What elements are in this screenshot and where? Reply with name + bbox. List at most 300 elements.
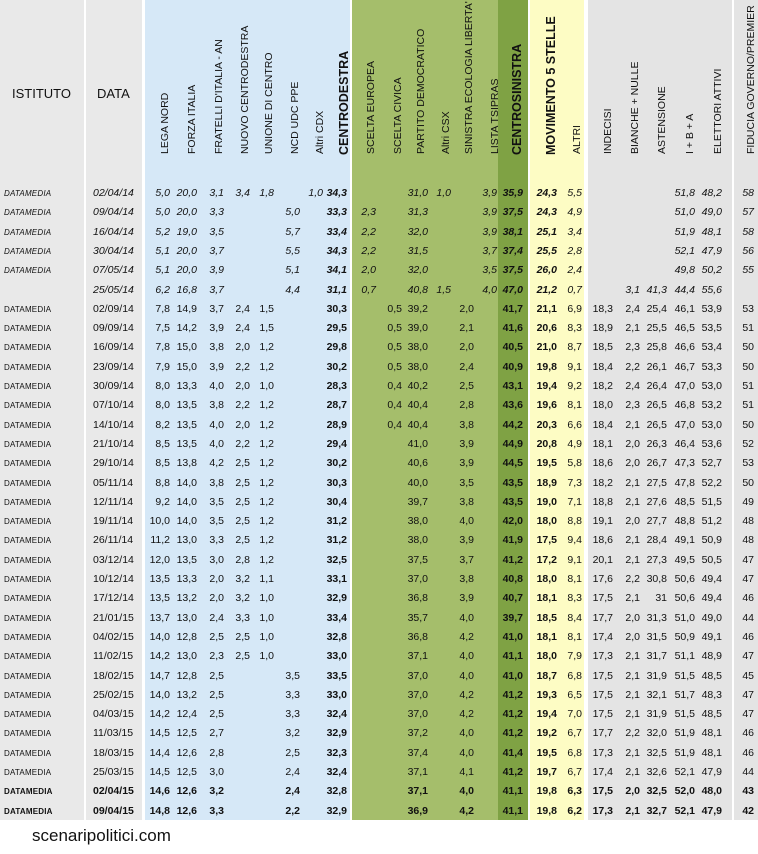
cell-col-7: 32,8 [326,631,347,643]
cell-col-4: 1,0 [259,380,274,392]
cell-col-3: 2,5 [235,457,250,469]
cell-col-3: 3,2 [235,573,250,585]
cell-col-14: 41,0 [502,670,523,682]
cell-col-13: 3,7 [482,245,497,257]
cell-col-18: 2,1 [625,477,640,489]
cell-col-0: 13,7 [149,612,170,624]
table-row [0,454,758,473]
cell-col-20: 49,8 [674,264,695,276]
cell-col-22: 51 [742,380,754,392]
cell-istituto: DATAMEDIA [4,324,52,333]
cell-col-10: 40,2 [407,380,428,392]
cell-col-18: 2,0 [625,457,640,469]
cell-col-18: 2,1 [625,419,640,431]
cell-col-14: 44,5 [502,457,523,469]
cell-col-14: 41,1 [502,805,523,817]
cell-col-12: 4,2 [459,631,474,643]
cell-col-14: 40,9 [502,361,523,373]
cell-col-22: 52 [742,438,754,450]
header-col-7: CENTRODESTRA [337,50,351,155]
cell-col-12: 4,0 [459,747,474,759]
cell-col-5: 5,0 [285,206,300,218]
cell-istituto: DATAMEDIA [4,556,52,565]
cell-col-15: 25,1 [536,226,557,238]
cell-col-17: 18,0 [592,399,613,411]
cell-col-17: 17,7 [592,727,613,739]
cell-col-20: 52,1 [674,766,695,778]
cell-col-4: 1,8 [259,187,274,199]
cell-col-20: 51,9 [674,727,695,739]
cell-col-18: 2,1 [625,670,640,682]
cell-col-19: 28,4 [646,534,667,546]
table-row [0,802,758,821]
header-data: DATA [97,86,130,101]
cell-col-19: 32,0 [646,727,667,739]
cell-col-20: 50,9 [674,631,695,643]
footer-source: scenaripolitici.com [32,826,171,845]
cell-col-10: 40,4 [407,399,428,411]
cell-col-21: 49,4 [701,592,722,604]
cell-col-22: 44 [742,612,754,624]
cell-col-18: 2,2 [625,573,640,585]
cell-col-18: 2,2 [625,727,640,739]
cell-col-3: 2,0 [235,419,250,431]
cell-data: 23/09/14 [93,361,134,373]
cell-col-4: 1,0 [259,650,274,662]
cell-col-19: 27,7 [646,515,667,527]
cell-data: 19/11/14 [93,515,134,527]
table-row [0,609,758,628]
cell-col-21: 51,5 [701,496,722,508]
cell-col-21: 49,4 [701,573,722,585]
cell-col-2: 2,5 [209,670,224,682]
cell-col-9: 0,5 [387,322,402,334]
cell-col-12: 4,0 [459,515,474,527]
cell-col-21: 49,0 [701,612,722,624]
cell-data: 11/02/15 [93,650,134,662]
cell-col-4: 1,2 [259,457,274,469]
cell-col-10: 40,4 [407,419,428,431]
cell-col-4: 1,2 [259,554,274,566]
table-row [0,493,758,512]
cell-col-1: 13,0 [176,650,197,662]
cell-istituto: DATAMEDIA [4,208,52,217]
cell-col-17: 17,5 [592,592,613,604]
cell-istituto: DATAMEDIA [4,247,52,256]
cell-col-10: 40,6 [407,457,428,469]
cell-col-7: 32,9 [326,592,347,604]
cell-col-7: 31,1 [326,284,347,296]
cell-col-10: 37,5 [407,554,428,566]
cell-col-19: 32,5 [646,785,667,797]
cell-col-20: 46,4 [674,438,695,450]
cell-col-4: 1,2 [259,438,274,450]
cell-col-11: 1,5 [436,284,451,296]
cell-col-20: 48,8 [674,515,695,527]
table-row [0,686,758,705]
cell-col-2: 3,9 [209,264,224,276]
cell-col-7: 30,2 [326,457,347,469]
cell-col-3: 2,5 [235,650,250,662]
cell-col-22: 47 [742,689,754,701]
cell-col-14: 41,2 [502,708,523,720]
cell-col-15: 18,0 [536,515,557,527]
cell-col-12: 3,7 [459,554,474,566]
cell-data: 12/11/14 [93,496,134,508]
table-row [0,203,758,222]
cell-col-18: 2,1 [625,322,640,334]
cell-col-16: 5,5 [567,187,582,199]
cell-col-20: 46,5 [674,322,695,334]
cell-col-2: 3,7 [209,303,224,315]
cell-data: 21/01/15 [93,612,134,624]
cell-col-2: 3,3 [209,534,224,546]
cell-col-20: 46,8 [674,399,695,411]
cell-col-7: 30,3 [326,303,347,315]
header-col-5: NCD UDC PPE [289,81,301,154]
cell-istituto: DATAMEDIA [4,343,52,352]
cell-col-19: 31,3 [646,612,667,624]
cell-col-16: 6,7 [567,727,582,739]
cell-col-7: 33,3 [326,206,347,218]
cell-col-4: 1,2 [259,477,274,489]
header-col-8: SCELTA EUROPEA [365,61,377,154]
cell-col-19: 26,1 [646,361,667,373]
cell-col-18: 2,3 [625,399,640,411]
cell-col-18: 2,2 [625,361,640,373]
cell-col-18: 2,3 [625,341,640,353]
cell-col-15: 19,7 [536,766,557,778]
cell-col-4: 1,5 [259,322,274,334]
cell-col-0: 14,8 [149,805,170,817]
cell-col-16: 2,4 [567,264,582,276]
cell-data: 02/04/14 [93,187,134,199]
cell-col-3: 2,4 [235,322,250,334]
cell-col-15: 18,7 [536,670,557,682]
cell-col-18: 2,1 [625,805,640,817]
cell-col-22: 50 [742,341,754,353]
cell-col-22: 46 [742,727,754,739]
cell-col-21: 53,3 [701,361,722,373]
cell-col-22: 48 [742,534,754,546]
cell-data: 07/05/14 [93,264,134,276]
cell-istituto: DATAMEDIA [4,228,52,237]
cell-col-21: 48,3 [701,689,722,701]
table-row [0,319,758,338]
cell-col-7: 29,4 [326,438,347,450]
cell-col-2: 3,0 [209,554,224,566]
cell-col-20: 48,5 [674,496,695,508]
cell-col-16: 2,8 [567,245,582,257]
cell-col-21: 50,5 [701,554,722,566]
cell-col-12: 4,0 [459,670,474,682]
cell-col-16: 9,4 [567,534,582,546]
cell-col-16: 4,9 [567,438,582,450]
cell-col-0: 14,5 [149,727,170,739]
cell-data: 05/11/14 [93,477,134,489]
cell-col-8: 2,2 [361,226,376,238]
cell-col-7: 32,3 [326,747,347,759]
cell-col-5: 2,2 [285,805,300,817]
cell-col-17: 17,3 [592,805,613,817]
cell-col-15: 20,8 [536,438,557,450]
cell-col-5: 3,3 [285,689,300,701]
cell-col-22: 47 [742,554,754,566]
cell-col-1: 20,0 [176,206,197,218]
cell-col-16: 9,2 [567,380,582,392]
cell-col-5: 5,1 [285,264,300,276]
cell-col-12: 4,0 [459,727,474,739]
cell-col-14: 41,2 [502,554,523,566]
cell-data: 04/02/15 [93,631,134,643]
cell-istituto: DATAMEDIA [4,768,52,777]
cell-col-20: 50,6 [674,573,695,585]
cell-istituto: DATAMEDIA [4,517,52,526]
cell-col-20: 51,7 [674,689,695,701]
cell-col-12: 3,9 [459,438,474,450]
cell-col-7: 32,9 [326,805,347,817]
cell-col-0: 8,0 [155,380,170,392]
cell-col-15: 19,8 [536,361,557,373]
cell-col-16: 6,8 [567,670,582,682]
cell-col-1: 15,0 [176,361,197,373]
cell-col-13: 3,9 [482,187,497,199]
cell-col-14: 41,1 [502,785,523,797]
cell-col-5: 5,5 [285,245,300,257]
cell-col-20: 51,1 [674,650,695,662]
table-row [0,435,758,454]
cell-col-22: 57 [742,206,754,218]
cell-col-19: 31 [655,592,667,604]
cell-col-0: 5,1 [155,264,170,276]
cell-col-16: 6,3 [567,785,582,797]
cell-col-7: 29,8 [326,341,347,353]
cell-col-15: 19,8 [536,785,557,797]
cell-col-17: 17,7 [592,612,613,624]
cell-data: 17/12/14 [93,592,134,604]
cell-col-5: 3,5 [285,670,300,682]
cell-col-16: 7,1 [567,496,582,508]
cell-col-22: 43 [742,785,754,797]
cell-col-19: 27,3 [646,554,667,566]
cell-col-0: 6,2 [155,284,170,296]
cell-col-1: 13,5 [176,554,197,566]
table-row [0,724,758,743]
cell-col-5: 3,2 [285,727,300,739]
cell-col-16: 6,6 [567,419,582,431]
header-col-10: PARTITO DEMOCRATICO [415,28,427,154]
cell-col-21: 48,1 [701,226,722,238]
header-col-3: NUOVO CENTRODESTRA [239,25,251,154]
cell-col-14: 43,1 [502,380,523,392]
cell-col-3: 2,5 [235,477,250,489]
cell-col-14: 37,4 [502,245,523,257]
cell-col-16: 6,2 [567,805,582,817]
cell-col-12: 3,9 [459,457,474,469]
cell-col-0: 8,2 [155,419,170,431]
cell-col-6: 1,0 [308,187,323,199]
cell-col-1: 19,0 [176,226,197,238]
cell-col-18: 2,1 [625,496,640,508]
cell-col-2: 2,8 [209,747,224,759]
cell-col-10: 37,2 [407,727,428,739]
cell-data: 11/03/15 [93,727,134,739]
cell-col-10: 39,0 [407,322,428,334]
cell-istituto: DATAMEDIA [4,807,53,816]
cell-col-19: 26,7 [646,457,667,469]
cell-col-10: 37,4 [407,747,428,759]
cell-col-1: 12,8 [176,670,197,682]
cell-col-20: 47,0 [674,419,695,431]
cell-data: 09/04/14 [93,206,134,218]
cell-col-13: 4,0 [482,284,497,296]
cell-col-21: 48,2 [701,187,722,199]
cell-col-7: 28,9 [326,419,347,431]
cell-col-10: 37,0 [407,573,428,585]
cell-col-12: 4,0 [459,785,474,797]
cell-col-5: 2,5 [285,747,300,759]
cell-col-15: 19,5 [536,457,557,469]
cell-col-14: 41,0 [502,631,523,643]
cell-col-15: 19,0 [536,496,557,508]
cell-istituto: DATAMEDIA [4,363,52,372]
header-col-2: FRATELLI D'ITALIA - AN [213,39,225,154]
cell-col-21: 48,5 [701,708,722,720]
table-row [0,744,758,763]
cell-col-12: 3,8 [459,419,474,431]
cell-col-10: 31,0 [407,187,428,199]
cell-col-21: 50,2 [701,264,722,276]
cell-col-15: 19,3 [536,689,557,701]
cell-col-12: 4,2 [459,689,474,701]
cell-data: 26/11/14 [93,534,134,546]
cell-col-10: 32,0 [407,226,428,238]
cell-col-12: 2,4 [459,361,474,373]
cell-col-2: 4,2 [209,457,224,469]
cell-col-17: 18,4 [592,419,613,431]
cell-col-1: 13,0 [176,612,197,624]
cell-col-5: 4,4 [285,284,300,296]
cell-col-4: 1,2 [259,419,274,431]
header-col-11: Altri CSX [440,111,452,154]
cell-col-0: 7,5 [155,322,170,334]
cell-col-2: 3,7 [209,245,224,257]
cell-col-16: 7,9 [567,650,582,662]
cell-col-7: 34,3 [326,187,347,199]
cell-data: 25/03/15 [93,766,134,778]
cell-col-9: 0,5 [387,341,402,353]
cell-col-0: 5,0 [155,187,170,199]
cell-istituto: DATAMEDIA [4,710,52,719]
cell-col-1: 12,6 [176,805,197,817]
cell-col-10: 40,0 [407,477,428,489]
cell-col-0: 14,4 [149,747,170,759]
header-col-0: LEGA NORD [159,92,171,154]
cell-col-16: 6,7 [567,766,582,778]
cell-col-7: 30,3 [326,477,347,489]
cell-data: 16/09/14 [93,341,134,353]
cell-col-7: 31,2 [326,534,347,546]
cell-col-7: 28,3 [326,380,347,392]
cell-col-17: 18,5 [592,341,613,353]
cell-col-19: 31,7 [646,650,667,662]
cell-col-15: 19,4 [536,708,557,720]
cell-col-15: 18,5 [536,612,557,624]
cell-istituto: DATAMEDIA [4,691,52,700]
cell-col-16: 8,7 [567,341,582,353]
table-row [0,551,758,570]
table-row [0,667,758,686]
cell-col-0: 7,9 [155,361,170,373]
cell-col-12: 4,2 [459,708,474,720]
cell-col-10: 37,0 [407,689,428,701]
cell-col-20: 51,9 [674,226,695,238]
cell-col-4: 1,2 [259,399,274,411]
cell-col-8: 0,7 [361,284,376,296]
cell-col-21: 53,9 [701,303,722,315]
cell-col-14: 38,1 [502,226,523,238]
table-row [0,763,758,782]
cell-col-8: 2,2 [361,245,376,257]
cell-col-17: 17,3 [592,650,613,662]
cell-col-0: 14,0 [149,631,170,643]
cell-data: 25/02/15 [93,689,134,701]
cell-col-21: 47,9 [701,766,722,778]
cell-col-1: 20,0 [176,264,197,276]
cell-col-19: 31,9 [646,670,667,682]
header-col-4: UNIONE DI CENTRO [263,52,275,154]
cell-istituto: DATAMEDIA [4,633,52,642]
cell-col-20: 52,1 [674,245,695,257]
header-col-20: I + B + A [684,113,696,154]
header-col-14: CENTROSINISTRA [510,43,524,155]
cell-col-22: 46 [742,592,754,604]
cell-col-0: 5,1 [155,245,170,257]
cell-col-0: 8,5 [155,457,170,469]
cell-istituto: DATAMEDIA [4,594,52,603]
cell-col-2: 4,0 [209,419,224,431]
cell-col-14: 44,9 [502,438,523,450]
cell-col-1: 13,3 [176,380,197,392]
table-row [0,377,758,396]
header-col-22: FIDUCIA GOVERNO/PREMIER [745,5,757,154]
cell-col-15: 21,0 [536,341,557,353]
cell-col-4: 1,2 [259,534,274,546]
cell-col-2: 3,9 [209,361,224,373]
table-row [0,628,758,647]
cell-col-19: 25,4 [646,303,667,315]
cell-istituto: DATAMEDIA [4,305,52,314]
cell-col-9: 0,4 [387,399,402,411]
cell-col-21: 53,4 [701,341,722,353]
cell-data: 29/10/14 [93,457,134,469]
cell-col-18: 2,0 [625,612,640,624]
cell-col-16: 6,5 [567,689,582,701]
cell-col-10: 36,8 [407,631,428,643]
cell-col-0: 14,7 [149,670,170,682]
cell-istituto: DATAMEDIA [4,498,52,507]
cell-col-12: 2,0 [459,303,474,315]
cell-istituto: DATAMEDIA [4,401,52,410]
cell-col-21: 52,7 [701,457,722,469]
cell-col-9: 0,4 [387,380,402,392]
cell-col-1: 20,0 [176,187,197,199]
cell-col-20: 49,5 [674,554,695,566]
cell-col-21: 52,2 [701,477,722,489]
cell-col-18: 2,1 [625,592,640,604]
cell-col-2: 3,5 [209,515,224,527]
cell-col-7: 32,9 [326,727,347,739]
